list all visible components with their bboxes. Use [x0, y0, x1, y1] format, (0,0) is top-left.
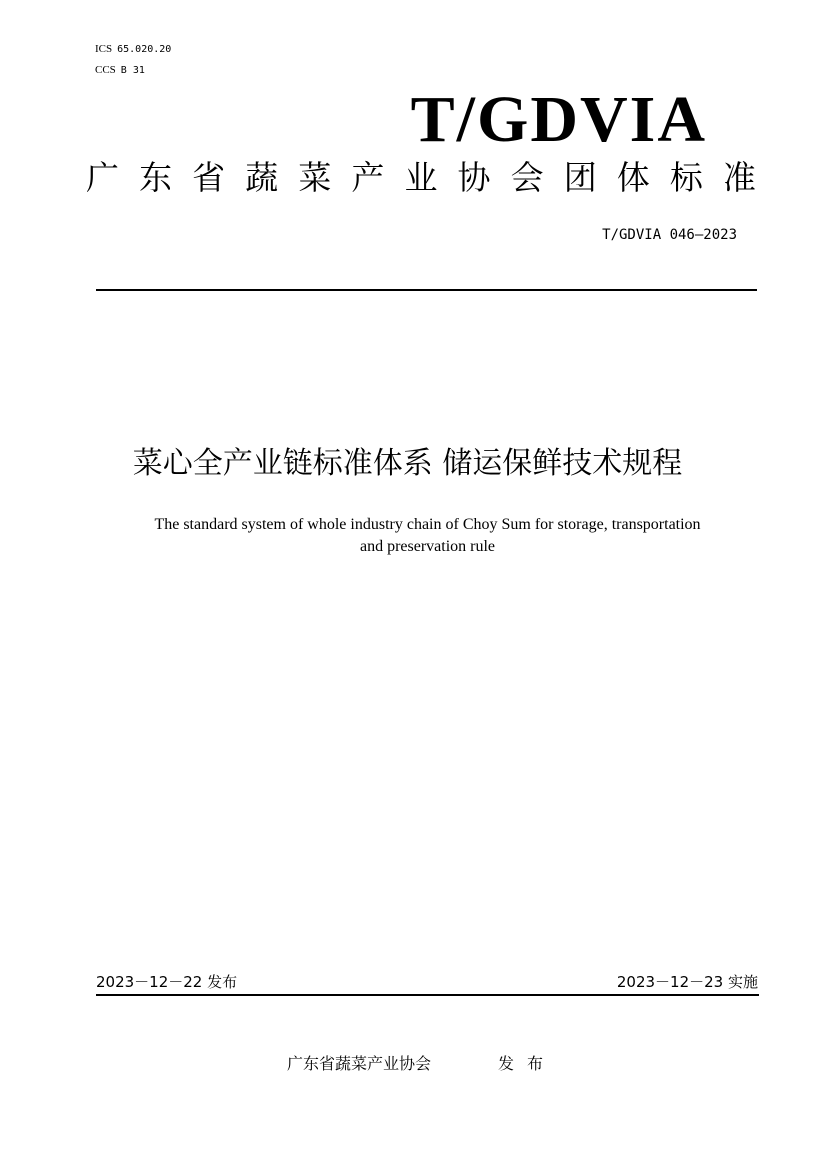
document-title-english — [90, 514, 765, 558]
org-title-char: 会 — [510, 158, 544, 197]
org-title-char: 广 — [86, 158, 119, 197]
org-title-char: 省 — [192, 158, 226, 197]
org-title-char: 体 — [616, 158, 650, 197]
header-divider — [96, 289, 757, 291]
standard-number: T/GDVIA 046—2023 — [602, 227, 737, 243]
ccs-code — [95, 63, 145, 78]
english-title-line-1: The standard system of whole industry chain of Choy Sum for storage, transportation — [154, 516, 701, 533]
publisher-name: 广东省蔬菜产业协会 — [287, 1054, 432, 1073]
publish-label: 发布 — [498, 1054, 557, 1073]
implementation-date: 2023－12－23 实施 — [616, 973, 758, 991]
ics-value: 65.020.20 — [117, 44, 172, 55]
english-title-line-2: and preservation rule — [359, 538, 496, 555]
org-title-char: 标 — [669, 158, 703, 197]
organization-standard-title — [86, 156, 756, 200]
ics-code — [95, 42, 171, 57]
org-title-char: 协 — [457, 158, 491, 197]
footer-divider — [96, 994, 759, 996]
ccs-value: B 31 — [120, 65, 145, 76]
org-title-char: 菜 — [298, 158, 332, 197]
org-title-char: 业 — [404, 158, 438, 197]
document-title-chinese: 菜心全产业链标准体系 储运保鲜技术规程 — [132, 446, 683, 481]
org-title-char: 东 — [139, 158, 173, 197]
org-title-char: 蔬 — [245, 158, 279, 197]
org-title-char: 团 — [563, 158, 597, 197]
standard-mark: T/GDVIA — [410, 83, 707, 156]
ics-label: ICS — [95, 43, 113, 55]
org-title-char: 产 — [351, 158, 385, 197]
org-title-char: 准 — [722, 158, 756, 197]
issue-date: 2023－12－22 发布 — [96, 973, 238, 991]
ccs-label: CCS — [95, 64, 116, 76]
